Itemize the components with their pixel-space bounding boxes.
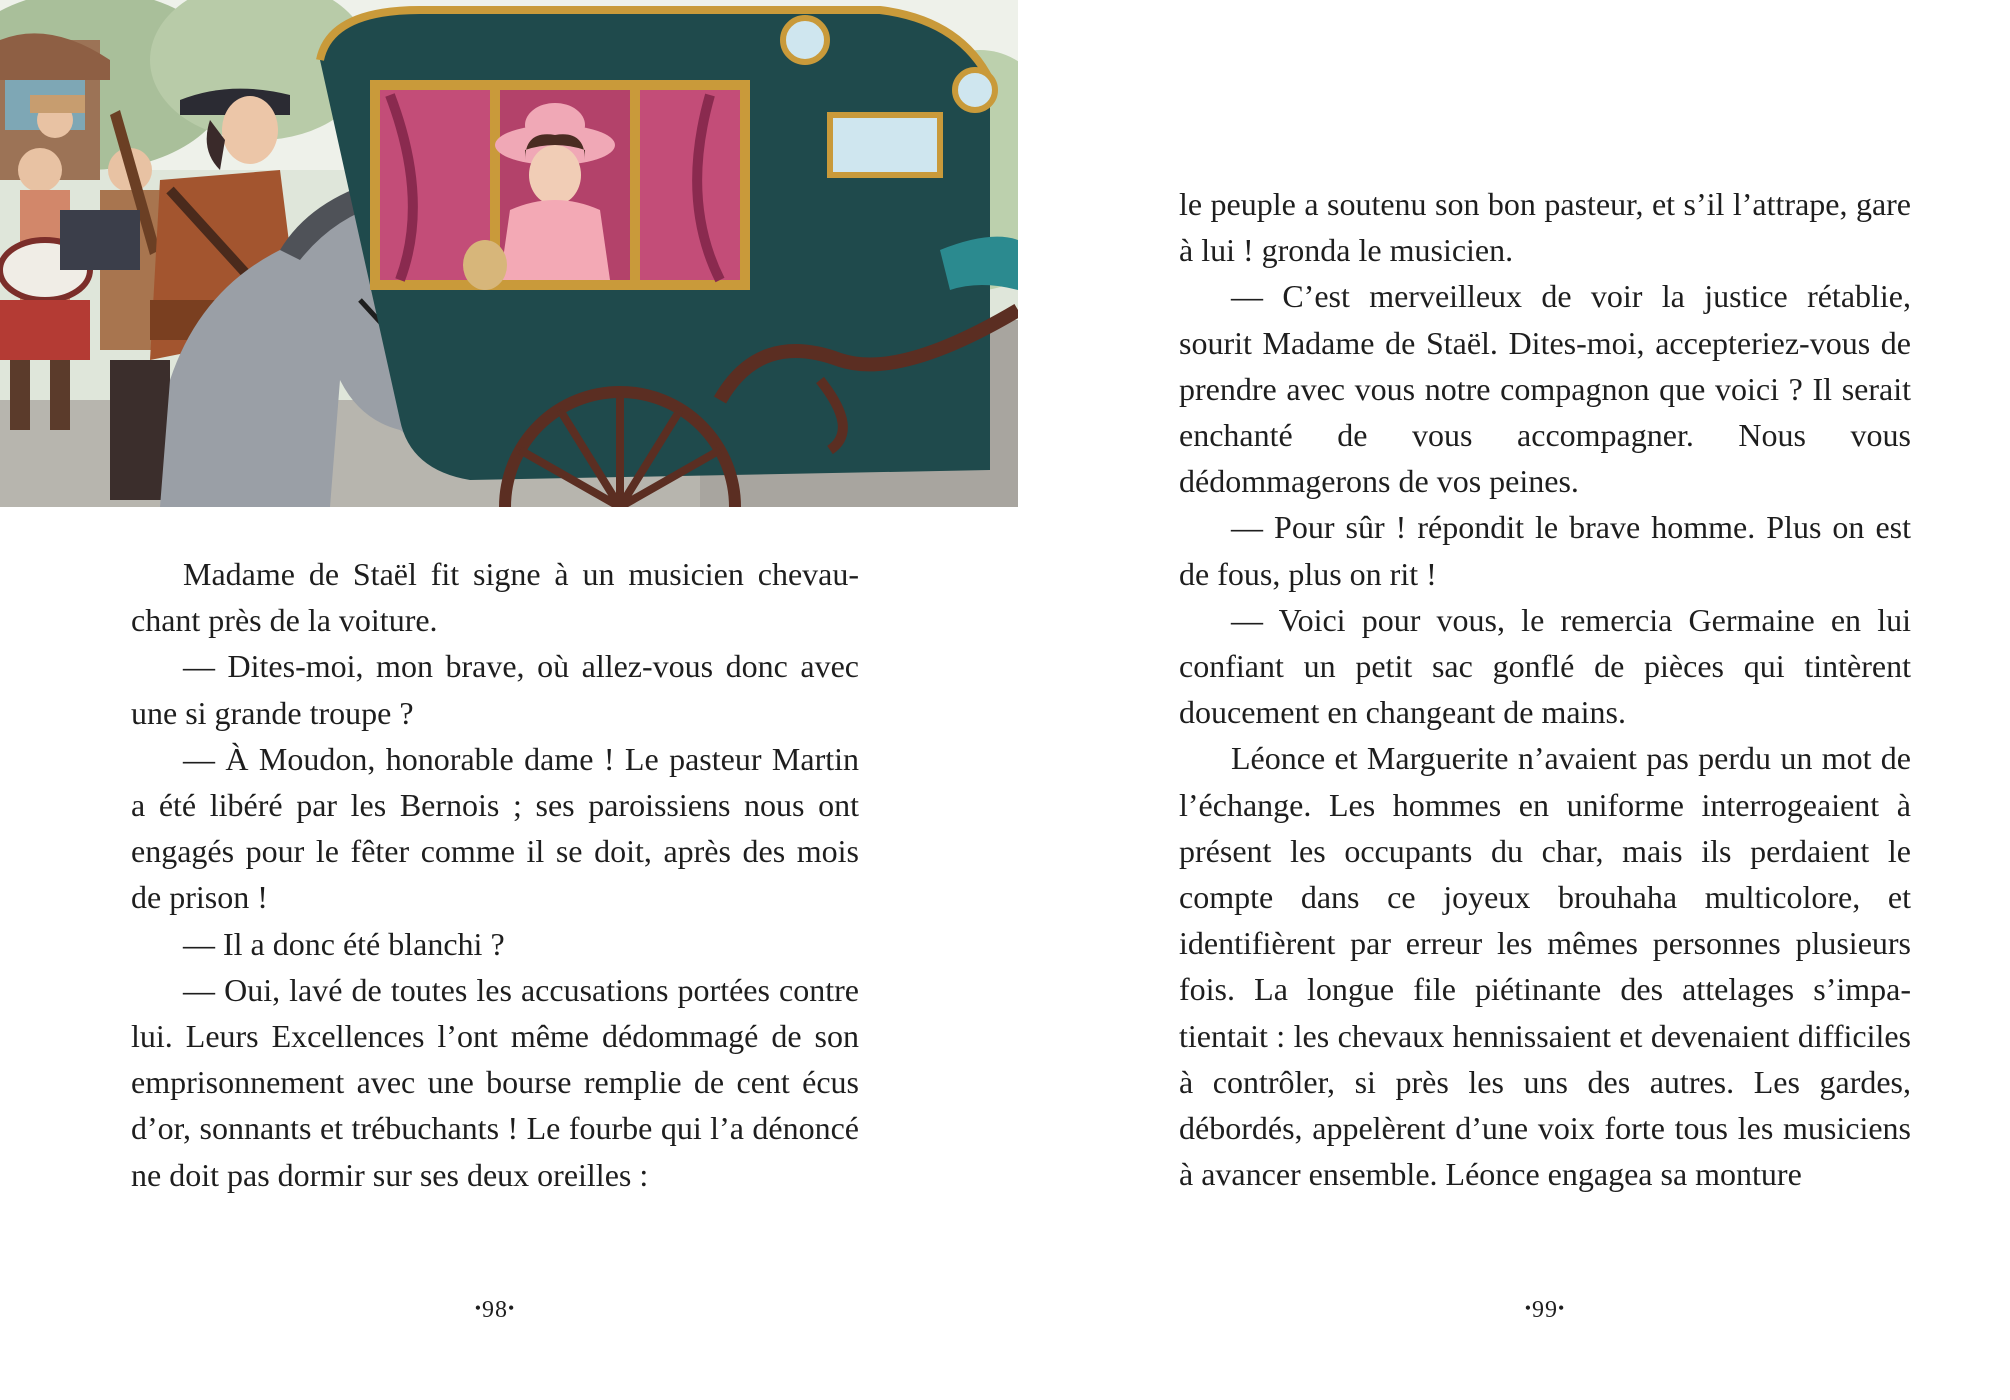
paragraph: — Voici pour vous, le remercia Germaine en lui confiant un petit sac gonflé de pièces qui tintèrent doucement en changeant de mains. [1179, 601, 1911, 731]
paragraph: — À Moudon, honorable dame ! Le pasteur Martin a été libéré par les Bernois ; ses paroissiens nous ont engagés pour le fêter comme il se doit, après des mois de prison ! [131, 740, 859, 916]
carriage [320, 10, 1018, 507]
folio-dot: • [508, 1298, 516, 1318]
paragraph: — Il a donc été blanchi ? [183, 925, 505, 962]
folio-dot: • [1558, 1298, 1566, 1318]
page-number-value: 98 [482, 1297, 508, 1323]
page-number-left [395, 1297, 595, 1324]
paragraph: — Oui, lavé de toutes les accusations portées contre lui. Leurs Excellences l’ont même dédommagé de son emprisonnement avec une bourse remplie de cent écus d’or, sonnants et trébuchants ! Le fourbe qui l’a dénoncé ne doit pas dormir sur ses deux oreilles : [131, 971, 859, 1193]
page-number-value: 99 [1532, 1297, 1558, 1323]
paragraph: Madame de Staël fit signe à un musicien chevauchant près de la voiture. [131, 556, 859, 639]
right-page [1005, 0, 2010, 1400]
paragraph: — C’est merveilleux de voir la justice rétablie, sourit Madame de Staël. Dites-moi, accepteriez-vous de prendre avec vous notre compagnon que voici ? Il serait enchanté de vous accompagner. Nous vous dédommagerons de vos peines. [1179, 278, 1911, 500]
paragraph-continuation: le peuple a soutenu son bon pasteur, et s’il l’attrape, gare à lui ! gronda le musicien. [1179, 186, 1911, 269]
illustration-carriage-scene [0, 0, 1018, 507]
right-page-text [1179, 181, 1911, 1197]
paragraph: — Dites-moi, mon brave, où allez-vous donc avec une si grande troupe ? [131, 648, 859, 731]
illustration-drawing [0, 0, 1018, 507]
folio-dot: • [474, 1298, 482, 1318]
folio-dot: • [1524, 1298, 1532, 1318]
left-page-text [131, 551, 859, 1198]
paragraph: — Pour sûr ! répondit le brave homme. Plus on est de fous, plus on rit ! [1179, 509, 1911, 592]
paragraph: Léonce et Marguerite n’avaient pas perdu un mot de l’échange. Les hommes en uniforme interrogeaient à présent les occupants du char, mais ils perdaient le compte dans ce joyeux brouhaha multicolore, et identifièrent par erreur les mêmes personnes plusieurs fois. La longue file piétinante des attelages s’impatientait : les chevaux hennissaient et devenaient difficiles à contrôler, si près les uns des autres. Les gardes, débordés, appelèrent d’une voix forte tous les musiciens à avancer ensemble. Léonce engagea sa monture [1179, 740, 1911, 1193]
page-number-right [1445, 1297, 1645, 1324]
